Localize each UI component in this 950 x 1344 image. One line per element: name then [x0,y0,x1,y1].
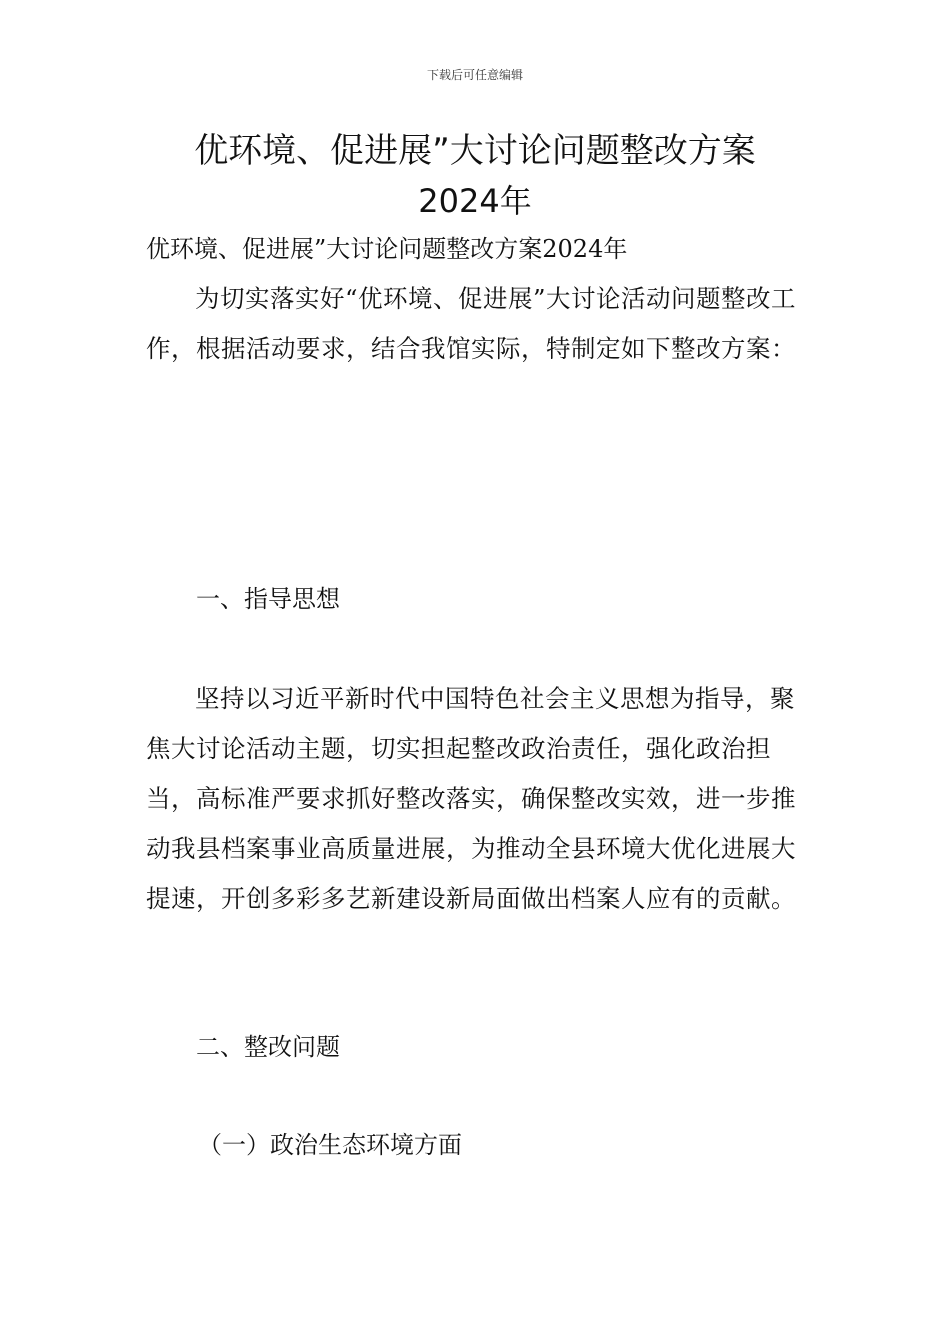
section-heading-guiding-thought: 一、指导思想 [196,585,340,613]
section-heading-rectification-issues: 二、整改问题 [196,1033,340,1061]
intro-paragraph: 为切实落实好“优环境、促进展”大讨论活动问题整改工作，根据活动要求，结合我馆实际，特制定如下整改方案： [146,284,797,363]
guiding-thought-paragraph: 坚持以习近平新时代中国特色社会主义思想为指导，聚焦大讨论活动主题，切实担起整改政治责任，强化政治担当，高标准严要求抓好整改落实，确保整改实效，进一步推动我县档案事业高质量进展，为推动全县环境大优化进展大提速，开创多彩多艺新建设新局面做出档案人应有的贡献。 [146,684,796,913]
header-note: 下载后可任意编辑 [426,68,523,82]
subtitle-line: 优环境、促进展”大讨论问题整改方案2024年 [146,235,628,263]
subsection-heading-political-ecology: （一）政治生态环境方面 [198,1131,462,1159]
document-title-year: 2024年 [418,182,532,220]
document-title: 优环境、促进展”大讨论问题整改方案 [194,131,756,171]
